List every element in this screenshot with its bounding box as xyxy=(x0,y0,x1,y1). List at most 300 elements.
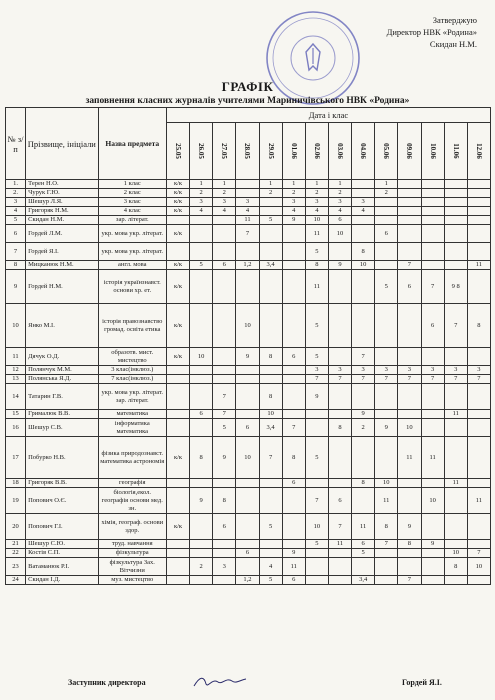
class-cell xyxy=(213,366,236,375)
table-row xyxy=(6,189,491,198)
class-cell xyxy=(352,384,375,410)
class-cell xyxy=(467,189,490,198)
class-cell xyxy=(282,488,305,514)
class-cell xyxy=(398,198,421,207)
class-cell: 6 xyxy=(421,304,444,348)
class-cell xyxy=(375,261,398,270)
class-cell xyxy=(375,410,398,419)
class-cell: 1 xyxy=(282,180,305,189)
class-cell xyxy=(305,576,328,585)
row-number: 3 xyxy=(6,198,26,207)
class-cell: 6 xyxy=(398,270,421,304)
class-cell: 4 xyxy=(282,207,305,216)
class-cell: 7 xyxy=(236,225,259,243)
class-cell: 2 xyxy=(190,189,213,198)
class-cell xyxy=(444,216,467,225)
class-cell xyxy=(398,479,421,488)
class-cell: 5 xyxy=(213,419,236,437)
class-cell xyxy=(444,243,467,261)
class-cell: 8 xyxy=(282,437,305,479)
date-header-05-06 xyxy=(375,123,398,180)
row-number: 4 xyxy=(6,207,26,216)
class-cell xyxy=(190,225,213,243)
class-cell: к/к xyxy=(166,437,189,479)
class-cell xyxy=(375,216,398,225)
class-cell xyxy=(236,375,259,384)
class-cell: 11 xyxy=(328,540,351,549)
class-cell xyxy=(467,576,490,585)
class-cell: 3 xyxy=(352,366,375,375)
class-cell xyxy=(375,384,398,410)
class-cell xyxy=(213,479,236,488)
class-cell xyxy=(305,549,328,558)
class-cell xyxy=(328,558,351,576)
class-cell xyxy=(190,216,213,225)
class-cell: 7 xyxy=(352,348,375,366)
table-row xyxy=(6,225,491,243)
class-cell: 6 xyxy=(236,419,259,437)
table-row xyxy=(6,576,491,585)
class-cell xyxy=(305,419,328,437)
class-cell xyxy=(421,198,444,207)
class-cell: 7 xyxy=(305,488,328,514)
class-cell: 7 xyxy=(375,375,398,384)
table-row xyxy=(6,437,491,479)
class-cell xyxy=(421,243,444,261)
class-cell: 1 xyxy=(305,180,328,189)
row-number: 13 xyxy=(6,375,26,384)
class-cell: 7 xyxy=(421,270,444,304)
class-cell xyxy=(190,576,213,585)
class-cell: 3 xyxy=(375,366,398,375)
class-cell: 6 xyxy=(282,348,305,366)
header-no: № з/п xyxy=(6,108,26,180)
class-cell xyxy=(398,410,421,419)
class-cell xyxy=(467,270,490,304)
class-cell: 2 xyxy=(282,189,305,198)
table-row xyxy=(6,304,491,348)
class-cell xyxy=(190,304,213,348)
table-row xyxy=(6,488,491,514)
class-cell xyxy=(190,419,213,437)
teacher-name: Ватаманюк Р.І. xyxy=(26,558,98,576)
class-cell xyxy=(282,243,305,261)
teacher-name: Чурук Г.Ю. xyxy=(26,189,98,198)
table-row xyxy=(6,270,491,304)
row-number: 14 xyxy=(6,384,26,410)
class-cell: 8 xyxy=(328,419,351,437)
class-cell xyxy=(467,198,490,207)
class-cell: 5 xyxy=(305,437,328,479)
class-cell: 7 xyxy=(328,375,351,384)
class-cell: 6 xyxy=(282,576,305,585)
class-cell xyxy=(398,488,421,514)
class-cell xyxy=(282,261,305,270)
class-cell: к/к xyxy=(166,270,189,304)
subject-name: історія українзнавст. основи хр. ет. xyxy=(98,270,166,304)
class-cell xyxy=(328,384,351,410)
row-number: 16 xyxy=(6,419,26,437)
class-cell: 1 xyxy=(190,180,213,189)
class-cell xyxy=(398,384,421,410)
class-cell xyxy=(444,419,467,437)
date-header-03-06 xyxy=(328,123,351,180)
class-cell: 9 xyxy=(305,384,328,410)
class-cell xyxy=(467,384,490,410)
subject-name: інформатика математика xyxy=(98,419,166,437)
teacher-name: Полянчук М.М. xyxy=(26,366,98,375)
class-cell xyxy=(328,243,351,261)
class-cell: 3 xyxy=(398,366,421,375)
row-number: 20 xyxy=(6,514,26,540)
teacher-name: Терен Н.О. xyxy=(26,180,98,189)
class-cell: 7 xyxy=(328,514,351,540)
teacher-name: Янко М.І. xyxy=(26,304,98,348)
header-subject: Назва предмета xyxy=(98,108,166,180)
class-cell xyxy=(421,189,444,198)
subject-name: фізкультура xyxy=(98,549,166,558)
table-row xyxy=(6,366,491,375)
class-cell: к/к xyxy=(166,225,189,243)
class-cell xyxy=(282,270,305,304)
class-cell xyxy=(421,558,444,576)
subject-name: 3 клас xyxy=(98,198,166,207)
subject-name: математика xyxy=(98,410,166,419)
class-cell: 11 xyxy=(305,270,328,304)
subject-name: 1 клас xyxy=(98,180,166,189)
class-cell xyxy=(236,366,259,375)
class-cell: 3 xyxy=(444,366,467,375)
class-cell xyxy=(352,304,375,348)
class-cell xyxy=(398,216,421,225)
class-cell: 8 xyxy=(352,479,375,488)
class-cell: 6 xyxy=(213,514,236,540)
date-label: 10.06 xyxy=(428,143,437,159)
class-cell xyxy=(421,261,444,270)
teacher-name: Полянська Я.Д. xyxy=(26,375,98,384)
class-cell: 5 xyxy=(305,304,328,348)
class-cell: 7 xyxy=(444,375,467,384)
class-cell xyxy=(375,348,398,366)
class-cell xyxy=(421,419,444,437)
class-cell: 9 xyxy=(236,348,259,366)
class-cell: 7 xyxy=(352,375,375,384)
class-cell xyxy=(444,207,467,216)
class-cell: 3 xyxy=(328,198,351,207)
subject-name: 3 клас(інклюз.) xyxy=(98,366,166,375)
class-cell xyxy=(190,375,213,384)
class-cell: 11 xyxy=(467,261,490,270)
subject-name: укр. мова укр. літерат. xyxy=(98,243,166,261)
approval-line-3: Скидан Н.М. xyxy=(429,39,477,49)
class-cell xyxy=(467,514,490,540)
class-cell xyxy=(444,384,467,410)
date-label: 25.05 xyxy=(174,143,183,159)
class-cell xyxy=(421,384,444,410)
teacher-name: Попович Г.І. xyxy=(26,514,98,540)
class-cell xyxy=(166,410,189,419)
row-number: 18 xyxy=(6,479,26,488)
teacher-name: Гордей Н.М. xyxy=(26,270,98,304)
class-cell: 9 xyxy=(421,540,444,549)
row-number: 15 xyxy=(6,410,26,419)
row-number: 24 xyxy=(6,576,26,585)
class-cell xyxy=(282,304,305,348)
class-cell xyxy=(444,348,467,366)
class-cell: к/к xyxy=(166,261,189,270)
class-cell xyxy=(213,225,236,243)
class-cell xyxy=(421,479,444,488)
class-cell: 1 xyxy=(328,180,351,189)
class-cell xyxy=(259,479,282,488)
class-cell xyxy=(421,549,444,558)
row-number: 23 xyxy=(6,558,26,576)
date-label: 09.06 xyxy=(405,143,414,159)
class-cell xyxy=(213,304,236,348)
class-cell: 5 xyxy=(190,261,213,270)
class-cell xyxy=(352,558,375,576)
class-cell xyxy=(421,514,444,540)
class-cell xyxy=(398,348,421,366)
row-number: 10 xyxy=(6,304,26,348)
date-header-04-06 xyxy=(352,123,375,180)
table-row xyxy=(6,375,491,384)
class-cell: к/к xyxy=(166,189,189,198)
class-cell xyxy=(444,437,467,479)
class-cell xyxy=(421,216,444,225)
row-number: 8 xyxy=(6,261,26,270)
class-cell xyxy=(259,549,282,558)
class-cell xyxy=(236,180,259,189)
schedule-table xyxy=(5,107,491,585)
table-row xyxy=(6,243,491,261)
table-row xyxy=(6,180,491,189)
class-cell: 9 xyxy=(190,488,213,514)
class-cell: 2 xyxy=(352,419,375,437)
date-header-26-05 xyxy=(190,123,213,180)
subject-name: труд. навчання xyxy=(98,540,166,549)
date-label: 11.06 xyxy=(451,143,460,159)
row-number: 1. xyxy=(6,180,26,189)
class-cell xyxy=(467,225,490,243)
class-cell xyxy=(444,225,467,243)
teacher-name: Шешур С.В. xyxy=(26,419,98,437)
class-cell xyxy=(259,366,282,375)
class-cell xyxy=(259,304,282,348)
class-cell: к/к xyxy=(166,198,189,207)
approval-line-1: Затверджую xyxy=(432,15,477,25)
class-cell: 1,2 xyxy=(236,576,259,585)
class-cell: 3 xyxy=(282,198,305,207)
subject-name: укр. мова укр. літерат. xyxy=(98,225,166,243)
row-number: 21 xyxy=(6,540,26,549)
subject-name: 7 клас(інклюз.) xyxy=(98,375,166,384)
class-cell xyxy=(444,540,467,549)
class-cell: 9 xyxy=(375,419,398,437)
class-cell xyxy=(190,384,213,410)
class-cell: 2 xyxy=(190,558,213,576)
table-row xyxy=(6,348,491,366)
date-header-11-06 xyxy=(444,123,467,180)
class-cell: 3 xyxy=(190,198,213,207)
class-cell xyxy=(213,216,236,225)
class-cell: 11 xyxy=(421,437,444,479)
class-cell: 3 xyxy=(213,558,236,576)
class-cell xyxy=(259,198,282,207)
class-cell xyxy=(375,243,398,261)
teacher-name: Грималюк В.В. xyxy=(26,410,98,419)
class-cell: 4 xyxy=(352,207,375,216)
row-number: 19 xyxy=(6,488,26,514)
class-cell: 5 xyxy=(305,348,328,366)
subject-name: біологія,екол. географія основи мед. зн. xyxy=(98,488,166,514)
class-cell xyxy=(282,384,305,410)
teacher-name: Побурко Н.В. xyxy=(26,437,98,479)
class-cell xyxy=(282,410,305,419)
class-cell xyxy=(166,366,189,375)
class-cell xyxy=(328,437,351,479)
subject-name: фізика природознавст. математика астрономія xyxy=(98,437,166,479)
class-cell xyxy=(352,437,375,479)
teacher-name: Шешур Л.Я. xyxy=(26,198,98,207)
class-cell: 6 xyxy=(352,540,375,549)
teacher-name: Гордей Я.І. xyxy=(26,243,98,261)
class-cell xyxy=(190,243,213,261)
class-cell xyxy=(467,410,490,419)
class-cell: к/к xyxy=(166,348,189,366)
class-cell xyxy=(467,207,490,216)
table-row xyxy=(6,514,491,540)
class-cell: 7 xyxy=(444,304,467,348)
class-cell: 8 xyxy=(305,261,328,270)
class-cell xyxy=(398,225,421,243)
class-cell: 7 xyxy=(259,437,282,479)
class-cell: 5 xyxy=(259,216,282,225)
class-cell xyxy=(328,576,351,585)
class-cell xyxy=(467,479,490,488)
teacher-name: Григоряк Н.М. xyxy=(26,207,98,216)
class-cell xyxy=(259,540,282,549)
class-cell: 3,4 xyxy=(352,576,375,585)
class-cell xyxy=(166,216,189,225)
class-cell xyxy=(236,384,259,410)
class-cell: 8 xyxy=(259,384,282,410)
date-header-27-05 xyxy=(213,123,236,180)
class-cell xyxy=(352,225,375,243)
class-cell xyxy=(213,270,236,304)
class-cell: 9 xyxy=(213,437,236,479)
class-cell: 11 xyxy=(398,437,421,479)
class-cell: 3 xyxy=(467,366,490,375)
class-cell xyxy=(213,540,236,549)
class-cell: 4 xyxy=(190,207,213,216)
table-row xyxy=(6,207,491,216)
class-cell: 10 xyxy=(467,558,490,576)
class-cell xyxy=(236,410,259,419)
class-cell xyxy=(166,576,189,585)
teacher-name: Гордей Л.М. xyxy=(26,225,98,243)
teacher-name: Шешур С.Ю. xyxy=(26,540,98,549)
class-cell xyxy=(236,189,259,198)
class-cell: 2 xyxy=(259,189,282,198)
teacher-name: Дячук О.Д. xyxy=(26,348,98,366)
class-cell xyxy=(328,270,351,304)
class-cell xyxy=(467,540,490,549)
class-cell xyxy=(190,366,213,375)
schedule-rows xyxy=(6,180,491,585)
class-cell xyxy=(236,243,259,261)
class-cell: 9 xyxy=(398,514,421,540)
class-cell: 11 xyxy=(444,410,467,419)
subject-name: 4 клас xyxy=(98,207,166,216)
class-cell: 7 xyxy=(421,375,444,384)
class-cell xyxy=(259,270,282,304)
class-cell: 10 xyxy=(236,437,259,479)
subject-name: образотв. мист. мистецтво xyxy=(98,348,166,366)
class-cell: 8 xyxy=(352,243,375,261)
row-number: 7 xyxy=(6,243,26,261)
class-cell xyxy=(213,243,236,261)
class-cell: 10 xyxy=(305,514,328,540)
header-name: Прізвище, ініціали xyxy=(26,108,98,180)
class-cell: 3 xyxy=(352,198,375,207)
class-cell xyxy=(213,348,236,366)
class-cell xyxy=(166,558,189,576)
class-cell xyxy=(236,270,259,304)
class-cell: 7 xyxy=(375,540,398,549)
row-number: 9 xyxy=(6,270,26,304)
class-cell xyxy=(166,488,189,514)
class-cell: 2 xyxy=(305,189,328,198)
class-cell xyxy=(352,488,375,514)
class-cell: 3 xyxy=(305,198,328,207)
class-cell xyxy=(467,419,490,437)
subject-name: укр. мова укр. літерат. зар. літерат. xyxy=(98,384,166,410)
class-cell: 10 xyxy=(444,549,467,558)
class-cell: 3 xyxy=(236,198,259,207)
class-cell xyxy=(166,384,189,410)
class-cell xyxy=(375,576,398,585)
row-number: 17 xyxy=(6,437,26,479)
class-cell: 11 xyxy=(467,488,490,514)
class-cell xyxy=(444,189,467,198)
class-cell: 11 xyxy=(352,514,375,540)
class-cell xyxy=(375,558,398,576)
class-cell: 7 xyxy=(398,375,421,384)
class-cell xyxy=(352,270,375,304)
class-cell: 6 xyxy=(213,261,236,270)
approval-line-2: Директор НВК «Родина» xyxy=(386,27,477,37)
class-cell: 8 xyxy=(444,558,467,576)
footer-deputy-label: Заступник директора xyxy=(68,678,146,687)
class-cell: 6 xyxy=(190,410,213,419)
class-cell: 8 xyxy=(190,437,213,479)
class-cell: 7 xyxy=(213,410,236,419)
class-cell: 6 xyxy=(375,225,398,243)
date-label: 05.06 xyxy=(382,143,391,159)
teacher-name: Попович О.Є. xyxy=(26,488,98,514)
class-cell: 6 xyxy=(282,479,305,488)
class-cell: 9 xyxy=(282,549,305,558)
class-cell xyxy=(328,410,351,419)
class-cell: 3 xyxy=(328,366,351,375)
class-cell: 4 xyxy=(236,207,259,216)
handwritten-signature xyxy=(190,674,250,690)
class-cell: 7 xyxy=(467,549,490,558)
class-cell: 2 xyxy=(328,189,351,198)
class-cell xyxy=(213,549,236,558)
class-cell xyxy=(166,243,189,261)
